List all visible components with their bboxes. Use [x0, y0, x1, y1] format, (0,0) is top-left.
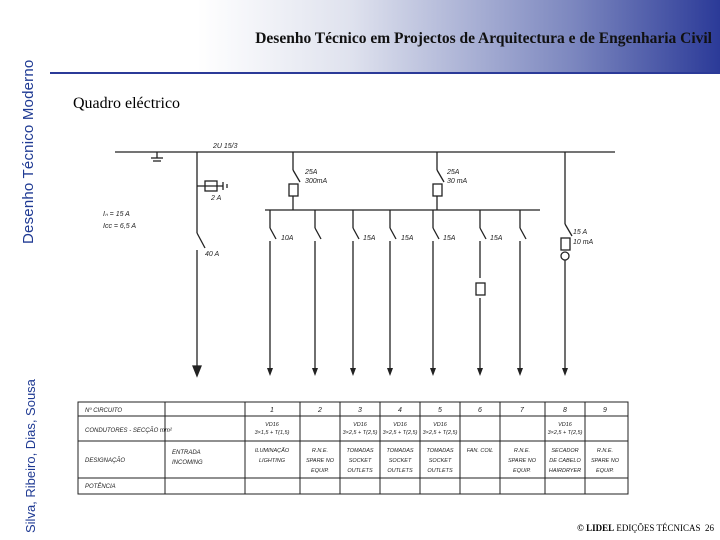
rcd-2-rating: 25A [447, 169, 460, 176]
circuit-number: 9 [603, 407, 607, 414]
slide-title: Quadro eléctrico [73, 95, 181, 112]
circuit-conductor-type: VD16 [393, 422, 407, 428]
circuit-designation: R.N.E. [596, 448, 614, 454]
circuit-number: 3 [358, 407, 362, 414]
circuit-designation: TOMADAS [426, 448, 454, 454]
circuit-conductor-section: 3×2,5 + T(2,5) [547, 430, 583, 436]
circuit-rating-1: 10A [281, 235, 294, 242]
circuit-designation: FAN. COIL [466, 448, 494, 454]
circuit-designation-en: SPARE NO [305, 458, 335, 464]
circuit-conductor-section: 3×2,5 + T(2,5) [382, 430, 418, 436]
circuit-designation-en-2: OUTLETS [387, 468, 413, 474]
main-protection-label: Iₙ = 15 A [103, 211, 130, 218]
footer-edition: EDIÇÕES TÉCNICAS [614, 523, 701, 533]
row-label-conductors: CONDUTORES - SECÇÃO mm² [85, 428, 172, 434]
circuit-drops [270, 210, 526, 373]
circuit-designation-en: LIGHTING [259, 458, 285, 464]
circuit-conductor-type: VD16 [558, 422, 572, 428]
main-switch-rating: 40 A [205, 251, 220, 258]
brand-vertical-title: Desenho Técnico Moderno [20, 59, 37, 244]
circuit-designation: TOMADAS [346, 448, 374, 454]
header-title: Desenho Técnico em Projectos de Arquitectura e de Engenharia Civil [255, 30, 712, 47]
circuit-designation: R.N.E. [513, 448, 531, 454]
circuit-number: 8 [563, 407, 567, 414]
authors-vertical-text: Silva, Ribeiro, Dias, Sousa [23, 379, 38, 533]
circuit-designation-en: SOCKET [388, 458, 412, 464]
circuit-designation-en-2: HAIRDRYER [548, 468, 582, 474]
circuit-designation-en: SPARE NO [507, 458, 537, 464]
circuit-rating-2: 15A [363, 235, 376, 242]
rcd-1-rating: 25A [305, 169, 318, 176]
row-label-power: POTÊNCIA [85, 484, 116, 490]
page-number: 26 [705, 523, 714, 533]
circuit-designation: ILUMINAÇÃO [254, 448, 290, 454]
circuit-conductor-section: 3×1,5 + T(1,5) [254, 430, 290, 436]
circuit-number: 5 [438, 407, 442, 414]
circuit-designation-en-2: OUTLETS [347, 468, 373, 474]
circuit-designation-en: SOCKET [348, 458, 372, 464]
circuit-conductor-section: 3×2,5 + T(2,5) [342, 430, 378, 436]
supply-label: 2U 15/3 [213, 143, 238, 150]
circuit-conductor-type: VD16 [353, 422, 367, 428]
row-label-circuit: Nº CIRCUITO [85, 408, 123, 414]
rcd-2-sensitivity: 30 mA [447, 178, 468, 185]
circuit-number: 4 [398, 407, 402, 414]
circuit-designation-en: DE CABELO [549, 458, 581, 464]
short-circuit-label: Icc = 6,5 A [103, 223, 137, 230]
circuit-number: 2 [318, 407, 322, 414]
rcd-1-sensitivity: 300mA [305, 178, 328, 185]
circuit-rating-5: 15A [490, 235, 503, 242]
rcd-3-rating: 15 A [573, 229, 588, 236]
left-sidebar [0, 0, 50, 540]
incoming-label-pt: ENTRADA [172, 450, 201, 456]
circuit-number: 7 [520, 407, 524, 414]
circuit-rating-4: 15A [443, 235, 456, 242]
rcd-3-sensitivity: 10 mA [573, 239, 594, 246]
circuit-rating-3: 15A [401, 235, 414, 242]
circuit-designation-en-2: OUTLETS [427, 468, 453, 474]
footer [577, 523, 714, 533]
circuit-conductor-type: VD16 [433, 422, 447, 428]
incoming-label-en: INCOMING [172, 460, 203, 466]
header-banner [50, 0, 720, 74]
circuit-designation-en: SOCKET [428, 458, 452, 464]
circuit-designation-en-2: EQUIP. [596, 468, 614, 474]
circuit-designation: SECADOR [551, 448, 579, 454]
electrical-panel-diagram [85, 138, 640, 500]
circuit-number: 1 [270, 407, 274, 414]
circuit-designation-en-2: EQUIP. [311, 468, 329, 474]
circuit-designation: R.N.E. [311, 448, 329, 454]
circuit-designation-en: SPARE NO [590, 458, 620, 464]
circuit-conductor-section: 3×2,5 + T(2,5) [422, 430, 458, 436]
row-label-designation: DESIGNAÇÃO [85, 458, 126, 464]
circuit-designation: TOMADAS [386, 448, 414, 454]
footer-publisher: © LIDEL [577, 523, 615, 533]
breaker-1-rating: 2 A [211, 195, 222, 202]
circuit-number: 6 [478, 407, 482, 414]
circuit-designation-en-2: EQUIP. [513, 468, 531, 474]
circuit-conductor-type: VD16 [265, 422, 279, 428]
